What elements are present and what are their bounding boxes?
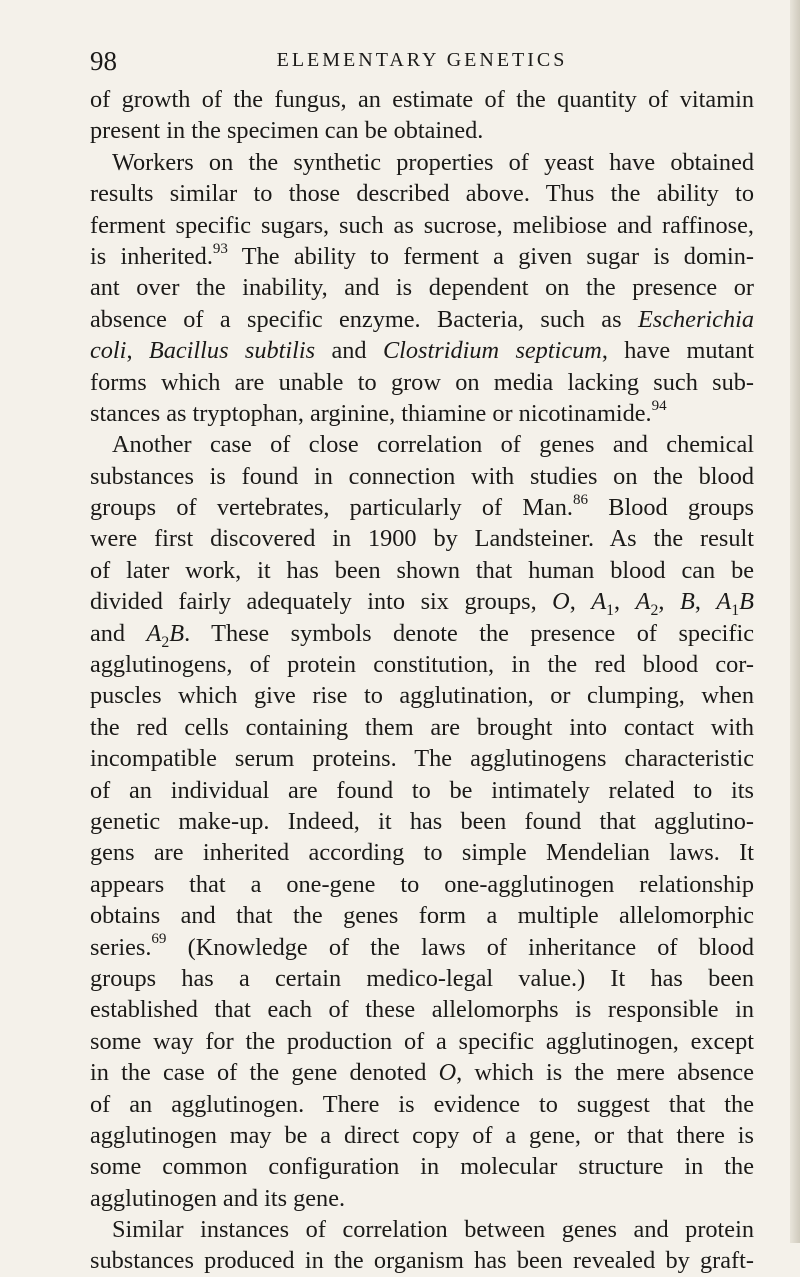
text-line: stances as tryptophan, arginine, thiamine or nicotinamide.$^{94}$ <box>90 397 667 427</box>
text-line: absence of a specific enzyme. Bacteria, such as Escherichia <box>90 305 754 333</box>
page-edge-shadow <box>790 0 800 1243</box>
text-line: agglutinogen may be a direct copy of a gene, or that there is <box>90 1121 754 1149</box>
page-header <box>90 46 754 76</box>
species-name: Bacillus subtilis <box>148 337 316 365</box>
text-line: gens are inherited according to simple Mendelian laws. It <box>90 839 754 867</box>
running-title: ELEMENTARY GENETICS <box>276 49 568 71</box>
text-line: ferment specific sugars, such as sucrose, melibiose and raffinose, <box>90 211 754 239</box>
text-line: ant over the inability, and is dependent on the presence or <box>90 274 754 302</box>
text-line: of an agglutinogen. There is evidence to suggest that the <box>90 1090 754 1118</box>
text-line: genetic make-up. Indeed, it has been found that agglutino- <box>90 807 754 835</box>
text-line: some common configuration in molecular structure in the <box>90 1153 754 1181</box>
text-line: groups of vertebrates, particularly of Man.$^{86}$ Blood groups <box>90 491 754 522</box>
citation-ref: 93 <box>212 240 228 257</box>
text-line: obtains and that the genes form a multiple allelomorphic <box>90 902 754 930</box>
group-symbol: O <box>552 588 570 616</box>
text-line: is inherited.$^{93}$ The ability to ferment a given sugar is domin- <box>90 240 754 270</box>
text-line: and $A_2B$. These symbols denote the presence of specific <box>90 619 754 651</box>
paragraph-start-line: Another case of close correlation of genes and chemical <box>112 431 754 459</box>
group-symbol: B <box>169 619 185 647</box>
text-line: substances produced in the organism has been revealed by graft- <box>90 1247 754 1275</box>
text-line: established that each of these allelomorphs is responsible in <box>90 996 754 1024</box>
text-line: series.$^{69}$ (Knowledge of the laws of inheritance of blood <box>90 931 754 961</box>
text-line: in the case of the gene denoted O, which is the mere absence <box>90 1059 754 1087</box>
citation-ref: 94 <box>651 397 667 414</box>
text-line: forms which are unable to grow on media lacking such sub- <box>90 368 754 396</box>
text-line: present in the specimen can be obtained. <box>90 117 484 145</box>
body-text <box>90 84 754 1277</box>
group-symbol: B <box>679 588 695 616</box>
group-symbol: A <box>146 619 162 647</box>
text-line: puscles which give rise to agglutination, or clumping, when <box>90 682 754 710</box>
citation-ref: 86 <box>572 491 589 508</box>
group-symbol: A <box>635 588 651 616</box>
text-line: substances is found in connection with studies on the blood <box>90 462 754 490</box>
page-number: 98 <box>90 46 117 76</box>
text-line: agglutinogens, of protein constitution, in the red blood cor- <box>90 651 754 679</box>
text-line: agglutinogen and its gene. <box>90 1184 346 1212</box>
group-symbol: A <box>591 588 607 616</box>
text-line: were first discovered in 1900 by Landsteiner. As the result <box>90 525 754 553</box>
group-symbol: A <box>716 588 732 616</box>
text-line: incompatible serum proteins. The agglutinogens characteristic <box>90 745 754 773</box>
group-symbol: O <box>438 1059 457 1087</box>
paragraph-start-line: Similar instances of correlation between genes and protein <box>112 1216 754 1244</box>
text-line: divided fairly adequately into six groups, O, $A_1$, $A_2$, B, $A_1B$ <box>90 588 754 620</box>
text-line: some way for the production of a specific agglutinogen, except <box>90 1027 754 1055</box>
species-name: Clostridium septicum <box>382 337 602 365</box>
group-symbol: B <box>739 588 754 616</box>
text-line: of an individual are found to be intimately related to its <box>90 776 754 804</box>
species-name: coli <box>90 337 127 365</box>
species-name: Escherichia <box>637 305 754 333</box>
text-line: of later work, it has been shown that human blood can be <box>90 556 754 584</box>
text-line: results similar to those described above. Thus the ability to <box>90 180 754 208</box>
text-line: appears that a one-gene to one-agglutinogen relationship <box>90 870 754 898</box>
text-line: groups has a certain medico-legal value.) It has been <box>90 964 754 992</box>
paragraph-start-line: Workers on the synthetic properties of yeast have obtained <box>112 148 754 176</box>
text-line: the red cells containing them are brought into contact with <box>90 713 754 741</box>
text-line: coli, Bacillus subtilis and Clostridium septicum, have mutant <box>90 337 754 365</box>
text-line: of growth of the fungus, an estimate of the quantity of vitamin <box>90 86 754 113</box>
citation-ref: 69 <box>151 931 167 948</box>
